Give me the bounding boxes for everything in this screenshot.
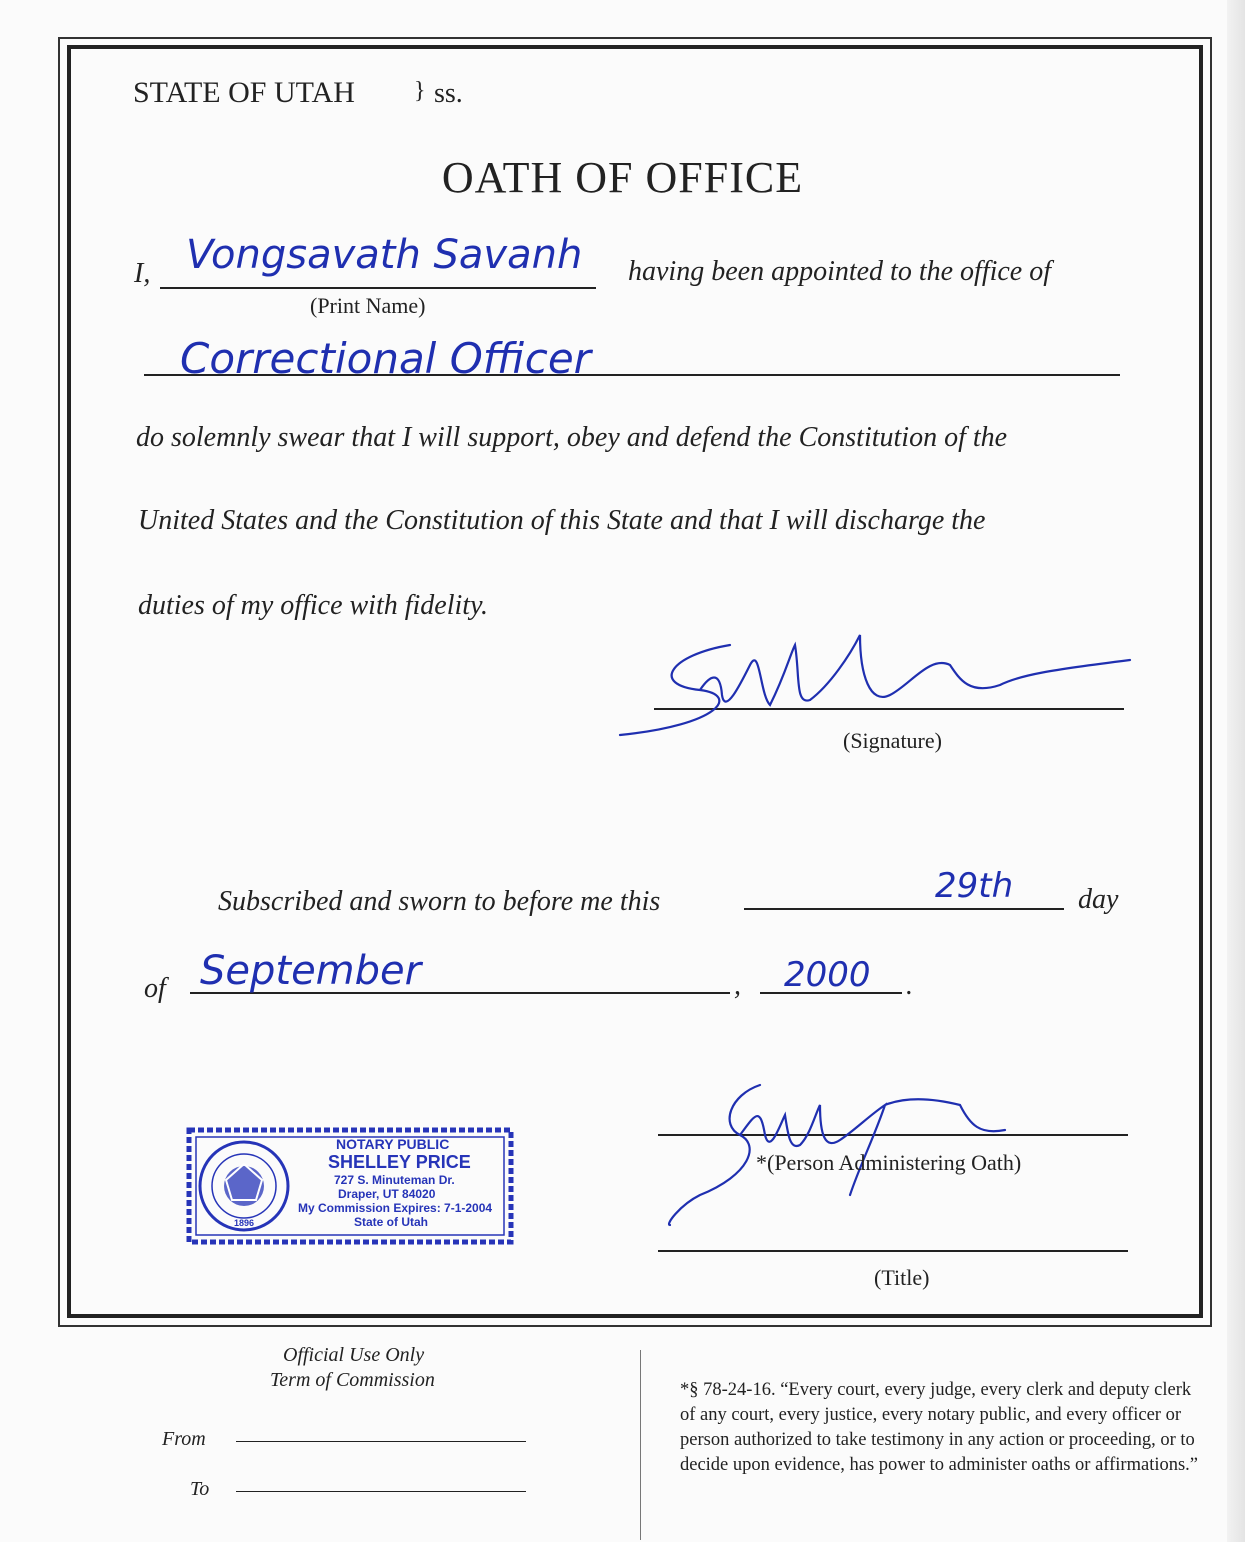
day-value: 29th	[935, 866, 1014, 906]
ss-label: ss.	[434, 78, 463, 109]
seal-year: 1896	[234, 1218, 255, 1228]
to-line	[236, 1491, 526, 1492]
of-label: of	[144, 973, 166, 1004]
brace: }	[414, 78, 426, 104]
day-label: day	[1078, 884, 1119, 915]
print-name-value: Vongsavath Savanh	[186, 232, 583, 278]
official-use-heading: Official Use Only	[283, 1344, 425, 1366]
signature-caption: (Signature)	[843, 728, 942, 753]
state-heading: STATE OF UTAH	[133, 76, 355, 109]
vertical-divider	[640, 1350, 641, 1540]
month-value: September	[200, 948, 422, 994]
stamp-line-5: My Commission Expires: 7-1-2004	[298, 1201, 493, 1215]
title-caption: (Title)	[874, 1265, 930, 1290]
stamp-line-2: SHELLEY PRICE	[328, 1152, 471, 1172]
i-prefix: I,	[134, 258, 151, 289]
day-line	[744, 908, 1064, 910]
notary-stamp	[186, 1120, 516, 1246]
oath-taker-signature	[610, 625, 1140, 745]
oath-line-2: United States and the Constitution of this State and that I will discharge the	[138, 505, 986, 536]
stamp-line-3: 727 S. Minuteman Dr.	[334, 1173, 455, 1187]
office-value: Correctional Officer	[180, 334, 591, 383]
title-line	[658, 1250, 1128, 1252]
term-of-commission: Term of Commission	[270, 1369, 435, 1391]
subscribed-text: Subscribed and sworn to before me this	[218, 886, 661, 917]
period: .	[906, 970, 913, 1001]
stamp-line-1: NOTARY PUBLIC	[336, 1136, 450, 1152]
appointed-text: having been appointed to the office of	[628, 256, 1052, 287]
year-value: 2000	[784, 955, 871, 995]
from-label: From	[162, 1428, 206, 1450]
page-edge	[1227, 0, 1245, 1542]
document-title: OATH OF OFFICE	[441, 153, 804, 202]
print-name-caption: (Print Name)	[310, 293, 426, 318]
administering-caption: *(Person Administering Oath)	[756, 1150, 1022, 1175]
oath-line-3: duties of my office with fidelity.	[138, 590, 488, 621]
to-label: To	[190, 1478, 210, 1500]
print-name-line	[160, 287, 596, 289]
from-line	[236, 1441, 526, 1442]
stamp-line-6: State of Utah	[354, 1215, 429, 1229]
statute-footnote: *§ 78-24-16. “Every court, every judge, every clerk and deputy clerk of any court, every justice, every notary public, and every officer or person authorized to take testimony in any action or proceeding, or to decide upon evidence, has power to administer oaths or affirmations.”	[680, 1380, 1199, 1475]
oath-line-1: do solemnly swear that I will support, obey and defend the Constitution of the	[136, 422, 1008, 453]
comma: ,	[734, 970, 741, 1001]
stamp-line-4: Draper, UT 84020	[338, 1187, 436, 1201]
